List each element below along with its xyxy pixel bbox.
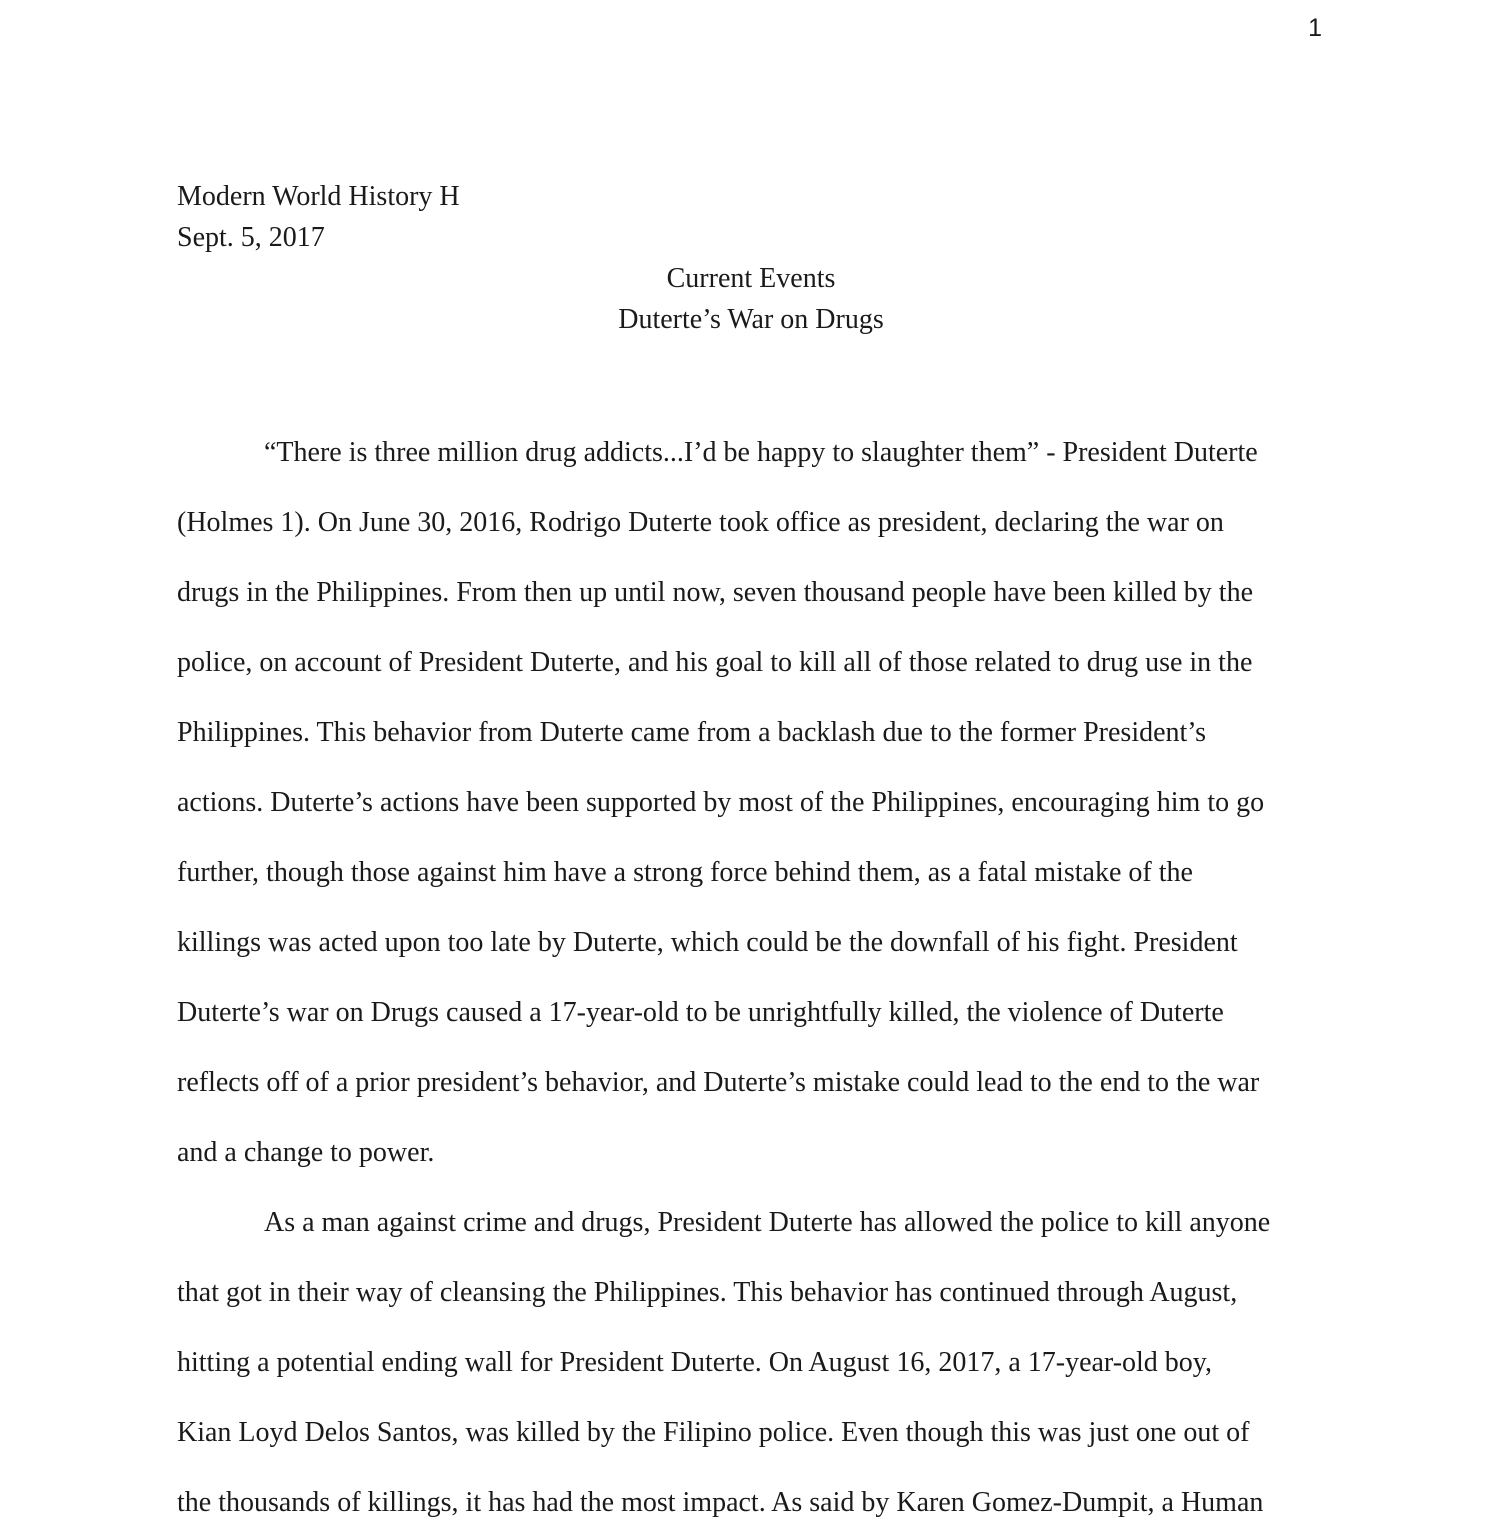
- paragraph-line: Philippines. This behavior from Duterte came from a backlash due to the former President’s: [177, 717, 1206, 748]
- document-date: Sept. 5, 2017: [177, 222, 325, 253]
- page-number: 1: [1308, 14, 1322, 42]
- title-line-2: Duterte’s War on Drugs: [618, 304, 884, 335]
- paragraph-line: and a change to power.: [177, 1137, 435, 1168]
- paragraph-2: [177, 1188, 1325, 1538]
- paragraph-line: that got in their way of cleansing the Philippines. This behavior has continued through August,: [177, 1277, 1238, 1308]
- paragraph-line: actions. Duterte’s actions have been supported by most of the Philippines, encouraging him to go: [177, 787, 1265, 818]
- paragraph-line: “There is three million drug addicts...I’d be happy to slaughter them” - President Duterte: [264, 437, 1258, 468]
- paragraph-line: (Holmes 1). On June 30, 2016, Rodrigo Duterte took office as president, declaring the war on: [177, 507, 1224, 538]
- document-content: [177, 176, 1325, 1538]
- paragraph-line: the thousands of killings, it has had the most impact. As said by Karen Gomez-Dumpit, a Human: [177, 1487, 1264, 1518]
- paragraph-line: hitting a potential ending wall for President Duterte. On August 16, 2017, a 17-year-old boy,: [177, 1347, 1212, 1378]
- paragraph-line: further, though those against him have a strong force behind them, as a fatal mistake of the: [177, 857, 1193, 888]
- paragraph-line: killings was acted upon too late by Duterte, which could be the downfall of his fight. President: [177, 927, 1238, 958]
- paragraph-line: Duterte’s war on Drugs caused a 17-year-old to be unrightfully killed, the violence of Duterte: [177, 997, 1224, 1028]
- paragraph-line: Kian Loyd Delos Santos, was killed by the Filipino police. Even though this was just one out of: [177, 1417, 1250, 1448]
- paragraph-line: reflects off of a prior president’s behavior, and Duterte’s mistake could lead to the end to the war: [177, 1067, 1260, 1098]
- paragraph-line: police, on account of President Duterte, and his goal to kill all of those related to drug use in the: [177, 647, 1253, 678]
- paragraph-line: drugs in the Philippines. From then up until now, seven thousand people have been killed by the: [177, 577, 1254, 608]
- title-line-1: Current Events: [666, 263, 836, 294]
- course-name: Modern World History H: [177, 181, 460, 212]
- paragraph-line: As a man against crime and drugs, President Duterte has allowed the police to kill anyone: [264, 1207, 1271, 1238]
- body-text: [177, 418, 1325, 1538]
- paragraph-1: [177, 418, 1325, 1188]
